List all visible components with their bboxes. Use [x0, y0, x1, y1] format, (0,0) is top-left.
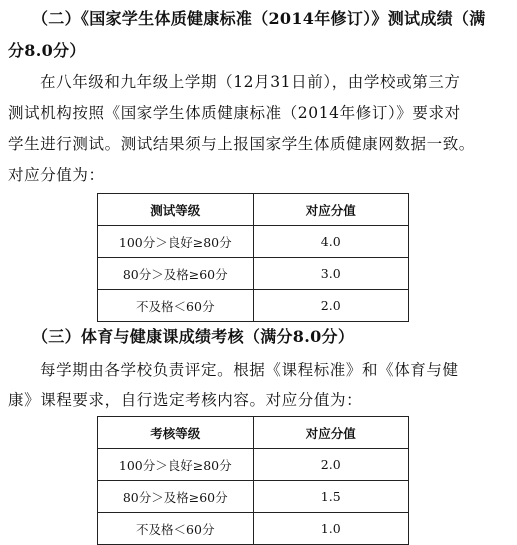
- table-row: [98, 258, 409, 290]
- score-cell: 3.0: [253, 258, 409, 290]
- table-header-row: [98, 194, 409, 226]
- table-row: [98, 290, 409, 322]
- grade-cell: 不及格＜60分: [98, 513, 254, 545]
- section3-heading: （三）体育与健康课成绩考核（满分8.0分）: [32, 327, 355, 346]
- score-cell: 1.0: [253, 513, 409, 545]
- table-row: [98, 481, 409, 513]
- table-row: [98, 513, 409, 545]
- section2-heading-line1: （二）《国家学生体质健康标准（2014年修订）》测试成绩（满: [32, 9, 486, 28]
- grade-cell: 100分＞良好≥80分: [98, 449, 254, 481]
- section3-para-line-2: 康》课程要求，自行选定考核内容。对应分值为：: [8, 391, 363, 409]
- score-cell: 2.0: [253, 290, 409, 322]
- header-assessment-grade: 考核等级: [98, 417, 254, 449]
- section2-para-line-3: 学生进行测试。测试结果须与上报国家学生体质健康网数据一致。: [8, 135, 475, 153]
- table-row: [98, 449, 409, 481]
- score-cell: 2.0: [253, 449, 409, 481]
- header-score-value: 对应分值: [253, 417, 409, 449]
- score-cell: 4.0: [253, 226, 409, 258]
- header-score-value: 对应分值: [253, 194, 409, 226]
- table-row: [98, 226, 409, 258]
- section2-para-line-2: 测试机构按照《国家学生体质健康标准（2014年修订）》要求对: [8, 104, 461, 122]
- table-header-row: [98, 417, 409, 449]
- section2-para-line-1: 在八年级和九年级上学期（12月31日前），由学校或第三方: [40, 73, 461, 91]
- grade-cell: 不及格＜60分: [98, 290, 254, 322]
- fitness-test-score-table: [97, 193, 409, 322]
- pe-course-score-table: [97, 416, 409, 545]
- grade-cell: 100分＞良好≥80分: [98, 226, 254, 258]
- section2-para-line-4: 对应分值为：: [8, 166, 105, 184]
- score-cell: 1.5: [253, 481, 409, 513]
- header-test-grade: 测试等级: [98, 194, 254, 226]
- grade-cell: 80分＞及格≥60分: [98, 258, 254, 290]
- section3-para-line-1: 每学期由各学校负责评定。根据《课程标准》和《体育与健: [40, 361, 459, 379]
- section2-heading-line2: 分8.0分）: [8, 41, 86, 60]
- grade-cell: 80分＞及格≥60分: [98, 481, 254, 513]
